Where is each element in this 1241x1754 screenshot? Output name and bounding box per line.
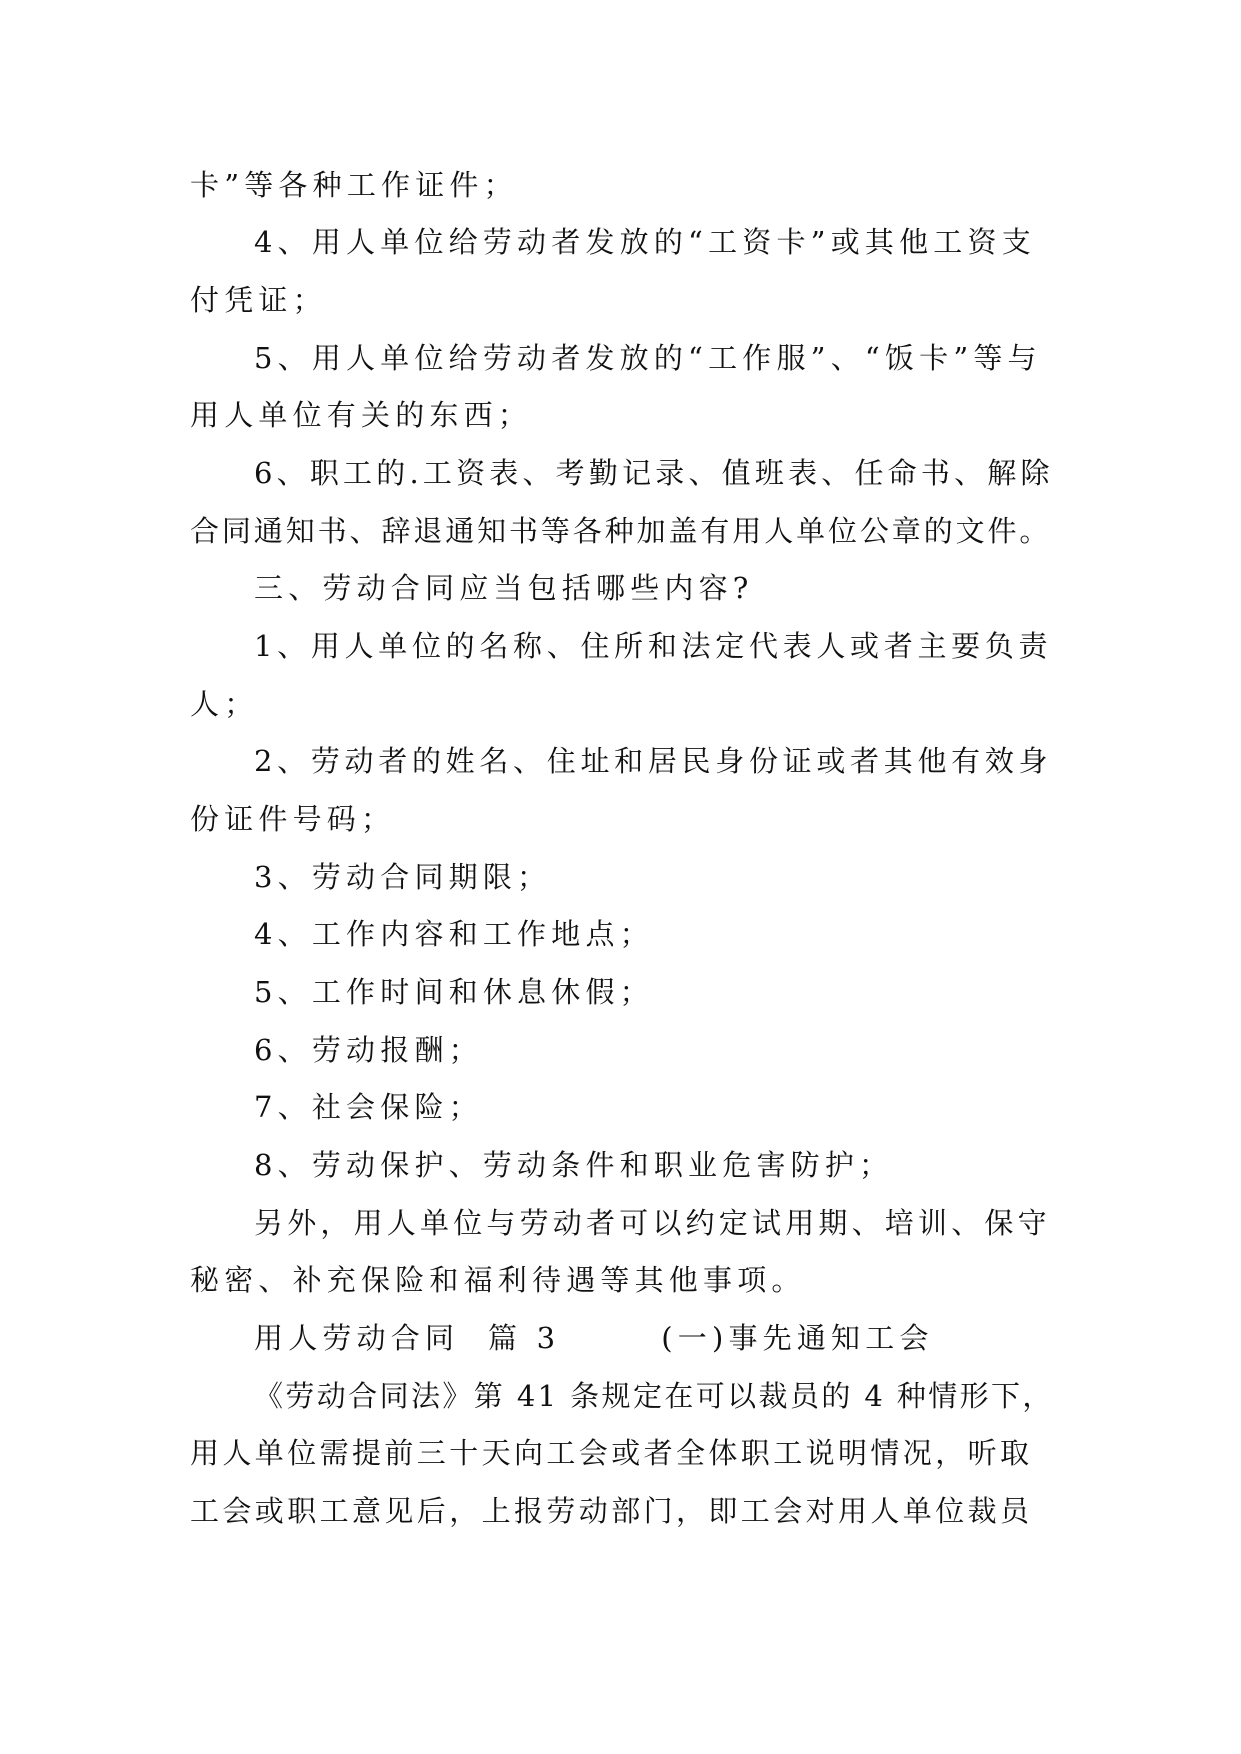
paragraph-line: 另外，用人单位与劳动者可以约定试用期、培训、保守: [254, 1206, 1051, 1240]
paragraph-line: 用人单位需提前三十天向工会或者全体职工说明情况，听取: [190, 1436, 1033, 1470]
paragraph-line: 4、工作内容和工作地点；: [254, 917, 654, 951]
paragraph-line: 秘密、补充保险和福利待遇等其他事项。: [190, 1263, 806, 1297]
paragraph-line: 工会或职工意见后，上报劳动部门，即工会对用人单位裁员: [190, 1494, 1033, 1528]
paragraph-line: 8、劳动保护、劳动条件和职业危害防护；: [254, 1148, 894, 1182]
section-heading: 三、劳动合同应当包括哪些内容?: [254, 571, 754, 605]
paragraph-line: 1、用人单位的名称、住所和法定代表人或者主要负责: [254, 629, 1053, 663]
paragraph-line: 用人单位有关的东西；: [190, 398, 533, 432]
paragraph-line: 4、用人单位给劳动者发放的“工资卡”或其他工资支: [254, 225, 1036, 259]
paragraph-line: 6、劳动报酬；: [254, 1033, 483, 1067]
paragraph-line: 3、劳动合同期限；: [254, 860, 552, 894]
paragraph-line: 2、劳动者的姓名、住址和居民身份证或者其他有效身: [254, 744, 1053, 778]
paragraph-line: 合同通知书、辞退通知书等各种加盖有用人单位公章的文件。: [190, 514, 1052, 548]
paragraph-line: 人；: [190, 687, 259, 721]
paragraph-line: 卡”等各种工作证件；: [190, 168, 518, 202]
paragraph-line: 5、工作时间和休息休假；: [254, 975, 654, 1009]
paragraph-line: 6、职工的.工资表、考勤记录、值班表、任命书、解除: [254, 456, 1054, 490]
paragraph-line: 份证件号码；: [190, 802, 396, 836]
section-heading: 用人劳动合同 篇 3 (一)事先通知工会: [254, 1321, 934, 1355]
paragraph-line: 5、用人单位给劳动者发放的“工作服”、“饭卡”等与: [254, 341, 1042, 375]
paragraph-line: 7、社会保险；: [254, 1090, 483, 1124]
paragraph-line: 付凭证；: [190, 283, 327, 317]
paragraph-line: 《劳动合同法》第 41 条规定在可以裁员的 4 种情形下，: [254, 1379, 1054, 1413]
